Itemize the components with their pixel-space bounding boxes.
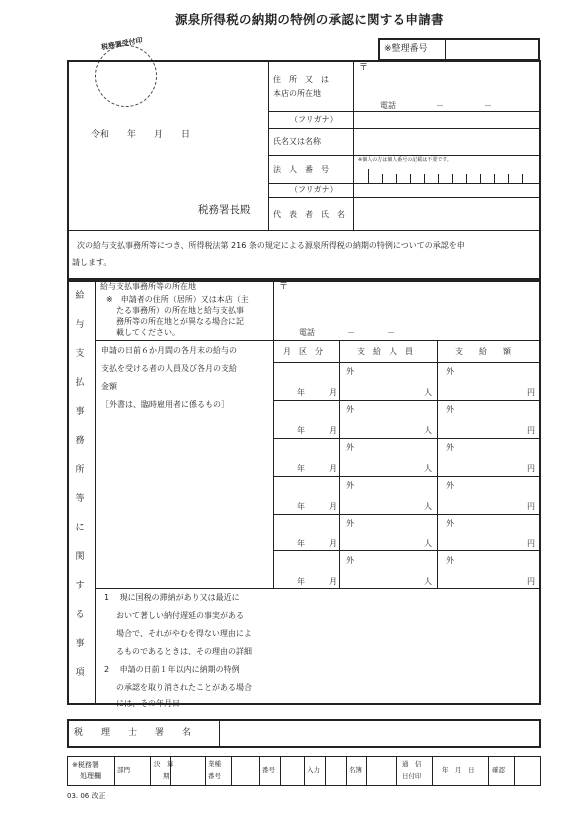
vlabel-char: 事 — [75, 639, 85, 649]
office-note-3: 務所等の所在地とが異なる場合に記 — [116, 317, 244, 326]
people-outer-mark: 外 — [346, 519, 354, 528]
stamp-label: 税務署受付印 — [100, 36, 144, 52]
people-outer-mark: 外 — [346, 556, 354, 565]
vlabel-char: る — [75, 610, 85, 620]
amount-outer-mark: 外 — [446, 556, 454, 565]
office-section — [67, 280, 541, 705]
vlabel-char: 項 — [75, 668, 85, 678]
people-unit: 人 — [424, 426, 432, 435]
col-people-header: 支 給 人 員 — [357, 347, 413, 356]
people-outer-mark: 外 — [346, 367, 354, 376]
vlabel-char: 給 — [75, 291, 85, 301]
vlabel-char: に — [75, 523, 85, 533]
representative-label: 代 表 者 氏 名 — [273, 210, 345, 219]
yen-unit: 円 — [527, 426, 535, 435]
tax-office-label: 税務署長殿 — [198, 204, 251, 216]
people-unit: 人 — [424, 539, 432, 548]
office-use-input: 入力 — [307, 766, 320, 774]
reason-1-line-3: 場合で、それがやむを得ない理由によ — [116, 629, 252, 638]
people-outer-mark: 外 — [346, 443, 354, 452]
office-use-biz-1: 業種 — [208, 760, 221, 768]
vertical-section-label — [71, 290, 89, 700]
yen-unit: 円 — [527, 502, 535, 511]
office-use-date: 年 月 日 — [442, 766, 475, 774]
intro-text-1: 次の給与支払事務所等につき、所得税法第 216 条の規定による源泉所得税の納期の特例についての承認を申 — [77, 241, 465, 250]
amount-outer-mark: 外 — [446, 519, 454, 528]
month-cell: 年 月 — [297, 464, 337, 473]
name-label: 氏名又は名称 — [273, 137, 321, 146]
payroll-desc-3: 金額 — [101, 382, 117, 391]
office-use-label-2: 処理欄 — [80, 772, 101, 780]
intro-text-2: 請します。 — [72, 258, 112, 267]
people-unit: 人 — [424, 388, 432, 397]
office-use-comm-2: 日付印 — [402, 772, 422, 780]
office-use-comm-1: 通 信 — [402, 760, 422, 768]
month-cell: 年 月 — [297, 388, 337, 397]
people-unit: 人 — [424, 464, 432, 473]
vlabel-char: 事 — [75, 407, 85, 417]
office-phone-label: 電話 － － — [299, 328, 395, 337]
office-use-settle-2: 期 — [163, 772, 170, 780]
corp-no-note: ※個人の方は個人番号の記載は不要です。 — [358, 157, 452, 163]
month-cell: 年 月 — [297, 539, 337, 548]
people-outer-mark: 外 — [346, 405, 354, 414]
furigana-label-1: （フリガナ） — [290, 115, 338, 124]
month-cell: 年 月 — [297, 426, 337, 435]
reason-2-line-3: には、その年月日 — [116, 699, 180, 708]
applicant-phone-label: 電話 － － — [380, 101, 492, 110]
vlabel-char: 所 — [75, 465, 85, 475]
payroll-desc-4: ［外書は、臨時雇用者に係るもの］ — [101, 400, 229, 409]
month-cell: 年 月 — [297, 577, 337, 586]
office-use-settle-1: 決 算 — [154, 760, 174, 768]
office-postal-mark: 〒 — [279, 282, 289, 292]
col-amount-header: 支 給 額 — [455, 347, 511, 356]
address-label-2: 本店の所在地 — [273, 89, 321, 98]
yen-unit: 円 — [527, 464, 535, 473]
col-month-header: 月 区 分 — [283, 347, 323, 356]
vlabel-char: 払 — [75, 378, 85, 388]
vlabel-char: 与 — [75, 320, 85, 330]
office-use-dept: 部門 — [117, 766, 130, 774]
people-unit: 人 — [424, 502, 432, 511]
reason-1-line-2: おいて著しい納付遅延の事実がある — [116, 611, 244, 620]
yen-unit: 円 — [527, 577, 535, 586]
office-note-4: 載してください。 — [116, 328, 180, 337]
corp-no-boxes[interactable] — [355, 166, 541, 183]
postal-mark: 〒 — [359, 63, 369, 73]
vlabel-char: す — [75, 581, 85, 591]
amount-outer-mark: 外 — [446, 443, 454, 452]
reason-1-line-4: るものであるときは、その理由の詳細 — [116, 647, 252, 656]
vlabel-char: 務 — [75, 436, 85, 446]
furigana-label-2: （フリガナ） — [290, 185, 338, 194]
office-use-confirm: 確認 — [492, 766, 505, 774]
yen-unit: 円 — [527, 539, 535, 548]
ref-number-label: ※整理番号 — [384, 44, 428, 54]
office-address-label: 給与支払事務所等の所在地 — [100, 282, 196, 291]
office-use-biz-2: 番号 — [208, 772, 221, 780]
office-use-label-1: ※税務署 — [72, 761, 99, 769]
amount-outer-mark: 外 — [446, 481, 454, 490]
office-use-num: 番号 — [262, 766, 275, 774]
vlabel-char: 関 — [75, 552, 85, 562]
address-label-1: 住 所 又 は — [273, 75, 329, 84]
date-line: 令和 年 月 日 — [91, 130, 191, 140]
yen-unit: 円 — [527, 388, 535, 397]
corp-no-label: 法 人 番 号 — [273, 165, 329, 174]
revision-note: 03. 06 改正 — [67, 792, 106, 800]
reason-1-line-1: 1 現に国税の滞納があり又は最近に — [104, 593, 240, 602]
payroll-desc-2: 支払を受ける者の人員及び各月の支給 — [101, 364, 237, 373]
office-use-list: 名簿 — [349, 766, 362, 774]
vlabel-char: 等 — [75, 494, 85, 504]
office-note-2: たる事務所）の所在地と給与支払事 — [116, 306, 244, 315]
vlabel-char: 支 — [75, 349, 85, 359]
form-title: 源泉所得税の納期の特例の承認に関する申請書 — [175, 12, 444, 27]
tax-accountant-label: 税 理 士 署 名 — [74, 728, 192, 738]
people-unit: 人 — [424, 577, 432, 586]
month-cell: 年 月 — [297, 502, 337, 511]
people-outer-mark: 外 — [346, 481, 354, 490]
amount-outer-mark: 外 — [446, 367, 454, 376]
amount-outer-mark: 外 — [446, 405, 454, 414]
reason-2-line-2: の承認を取り消されたことがある場合 — [116, 683, 252, 692]
payroll-desc-1: 申請の日前６か月間の各月末の給与の — [101, 346, 237, 355]
office-note-1: ※ 申請者の住所（居所）又は本店（主 — [106, 295, 249, 304]
reason-2-line-1: 2 申請の日前１年以内に納期の特例 — [104, 665, 240, 674]
